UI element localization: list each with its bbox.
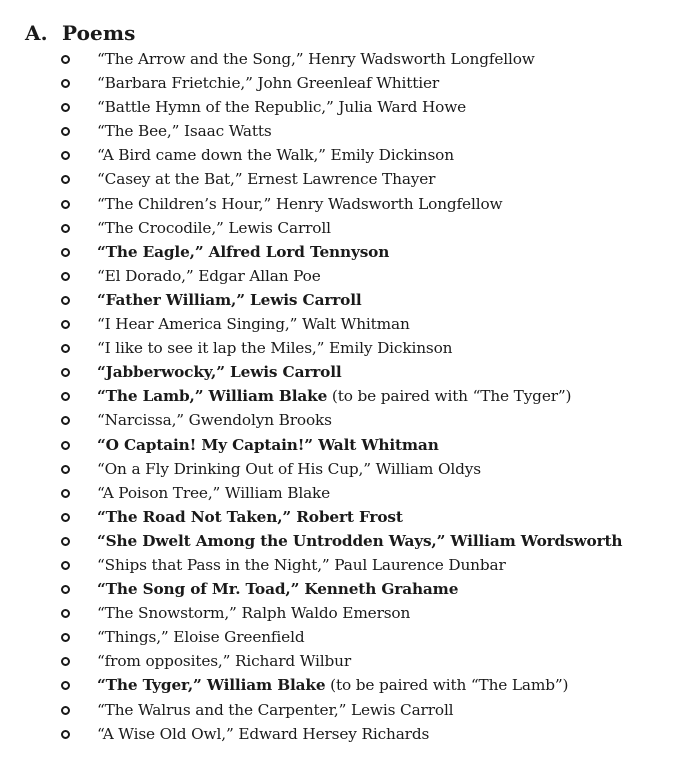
circle-bullet-icon [61, 561, 70, 570]
circle-bullet-icon [61, 633, 70, 642]
list-item [0, 47, 692, 71]
circle-bullet-icon [61, 103, 70, 112]
poem-title-author: “A Poison Tree,” William Blake [97, 483, 331, 502]
list-item [0, 384, 692, 408]
list-item [0, 553, 692, 577]
poem-title-author: “She Dwelt Among the Untrodden Ways,” William Wordsworth [97, 531, 623, 550]
list-item [0, 192, 692, 216]
poem-entry [97, 312, 410, 336]
poem-pairing-note: (to be paired with “The Lamb”) [325, 676, 569, 695]
circle-bullet-icon [61, 368, 70, 377]
poem-title-author: “Narcissa,” Gwendolyn Brooks [97, 411, 332, 430]
circle-bullet-icon [61, 55, 70, 64]
poem-title-author: “Casey at the Bat,” Ernest Lawrence Thayer [97, 170, 436, 189]
poem-entry [97, 288, 362, 312]
list-item [0, 722, 692, 746]
poem-title-author: “El Dorado,” Edgar Allan Poe [97, 266, 321, 285]
circle-bullet-icon [61, 609, 70, 618]
poem-entry [97, 698, 453, 722]
poem-list [0, 47, 692, 746]
circle-bullet-icon [61, 224, 70, 233]
list-item [0, 143, 692, 167]
poem-entry [97, 433, 439, 457]
poem-entry [97, 360, 342, 384]
poem-entry [97, 336, 452, 360]
poem-entry [97, 216, 331, 240]
list-item [0, 216, 692, 240]
poem-title-author: “On a Fly Drinking Out of His Cup,” William Oldys [97, 459, 481, 478]
poem-title-author: “A Bird came down the Walk,” Emily Dickinson [97, 146, 454, 165]
poem-entry [97, 264, 321, 288]
circle-bullet-icon [61, 175, 70, 184]
list-item [0, 505, 692, 529]
poem-pairing-note: (to be paired with “The Tyger”) [327, 387, 572, 406]
poem-entry [97, 457, 481, 481]
circle-bullet-icon [61, 585, 70, 594]
poem-title-author: “I Hear America Singing,” Walt Whitman [97, 315, 410, 334]
poem-title-author: “The Arrow and the Song,” Henry Wadsworth Longfellow [97, 50, 535, 68]
poem-entry [97, 192, 502, 216]
poem-entry [97, 649, 351, 673]
poem-title-author: “Ships that Pass in the Night,” Paul Laurence Dunbar [97, 555, 506, 574]
poem-title-author: “Barbara Frietchie,” John Greenleaf Whittier [97, 74, 440, 93]
poem-entry [97, 408, 332, 432]
circle-bullet-icon [61, 296, 70, 305]
circle-bullet-icon [61, 706, 70, 715]
list-item [0, 698, 692, 722]
poem-title-author: “The Lamb,” William Blake [97, 387, 328, 406]
list-item [0, 625, 692, 649]
list-item [0, 577, 692, 601]
list-item [0, 312, 692, 336]
circle-bullet-icon [61, 79, 70, 88]
poem-entry [97, 601, 410, 625]
section-letter: A. [25, 21, 48, 45]
poem-entry [97, 722, 429, 746]
poem-entry [97, 47, 535, 71]
section-title: Poems [62, 21, 136, 45]
list-item [0, 433, 692, 457]
poem-entry [97, 577, 458, 601]
poem-entry [97, 481, 330, 505]
poem-title-author: “The Bee,” Isaac Watts [97, 122, 272, 141]
list-item [0, 119, 692, 143]
circle-bullet-icon [61, 200, 70, 209]
poem-title-author: “Father William,” Lewis Carroll [97, 290, 362, 309]
list-item [0, 288, 692, 312]
poem-title-author: “The Walrus and the Carpenter,” Lewis Carroll [97, 700, 454, 719]
poem-title-author: “A Wise Old Owl,” Edward Hersey Richards [97, 724, 430, 743]
circle-bullet-icon [61, 392, 70, 401]
poem-title-author: “The Crocodile,” Lewis Carroll [97, 218, 331, 237]
poem-entry [97, 167, 435, 191]
circle-bullet-icon [61, 272, 70, 281]
list-item [0, 336, 692, 360]
circle-bullet-icon [61, 681, 70, 690]
poem-entry [97, 71, 439, 95]
poem-title-author: “Battle Hymn of the Republic,” Julia Ward Howe [97, 98, 467, 117]
list-item [0, 408, 692, 432]
poem-entry [97, 119, 272, 143]
poem-entry [97, 240, 389, 264]
list-item [0, 601, 692, 625]
poem-entry [97, 625, 304, 649]
list-item [0, 360, 692, 384]
circle-bullet-icon [61, 344, 70, 353]
poem-title-author: “Things,” Eloise Greenfield [97, 628, 305, 647]
list-item [0, 264, 692, 288]
circle-bullet-icon [61, 537, 70, 546]
list-item [0, 529, 692, 553]
list-item [0, 457, 692, 481]
poem-entry [97, 673, 568, 697]
poem-title-author: “O Captain! My Captain!” Walt Whitman [97, 435, 439, 454]
poem-entry [97, 95, 466, 119]
list-item [0, 649, 692, 673]
circle-bullet-icon [61, 513, 70, 522]
circle-bullet-icon [61, 416, 70, 425]
list-item [0, 71, 692, 95]
list-item [0, 167, 692, 191]
poem-entry [97, 143, 454, 167]
poem-title-author: “The Tyger,” William Blake [97, 676, 326, 695]
list-item [0, 673, 692, 697]
list-item [0, 240, 692, 264]
circle-bullet-icon [61, 320, 70, 329]
poem-entry [97, 553, 506, 577]
circle-bullet-icon [61, 489, 70, 498]
poem-title-author: “from opposites,” Richard Wilbur [97, 652, 352, 671]
list-item [0, 95, 692, 119]
poem-title-author: “Jabberwocky,” Lewis Carroll [97, 363, 342, 382]
poem-title-author: “The Eagle,” Alfred Lord Tennyson [97, 242, 390, 261]
list-item [0, 481, 692, 505]
circle-bullet-icon [61, 151, 70, 160]
poem-entry [97, 384, 571, 408]
poem-entry [97, 529, 622, 553]
poem-title-author: “The Children’s Hour,” Henry Wadsworth Longfellow [97, 194, 503, 213]
circle-bullet-icon [61, 730, 70, 739]
section-heading [25, 21, 136, 45]
poem-entry [97, 505, 403, 529]
circle-bullet-icon [61, 248, 70, 257]
circle-bullet-icon [61, 657, 70, 666]
poem-title-author: “I like to see it lap the Miles,” Emily Dickinson [97, 339, 453, 358]
poem-title-author: “The Road Not Taken,” Robert Frost [97, 507, 403, 526]
poem-title-author: “The Snowstorm,” Ralph Waldo Emerson [97, 604, 411, 623]
circle-bullet-icon [61, 465, 70, 474]
circle-bullet-icon [61, 441, 70, 450]
circle-bullet-icon [61, 127, 70, 136]
poem-title-author: “The Song of Mr. Toad,” Kenneth Grahame [97, 580, 459, 599]
